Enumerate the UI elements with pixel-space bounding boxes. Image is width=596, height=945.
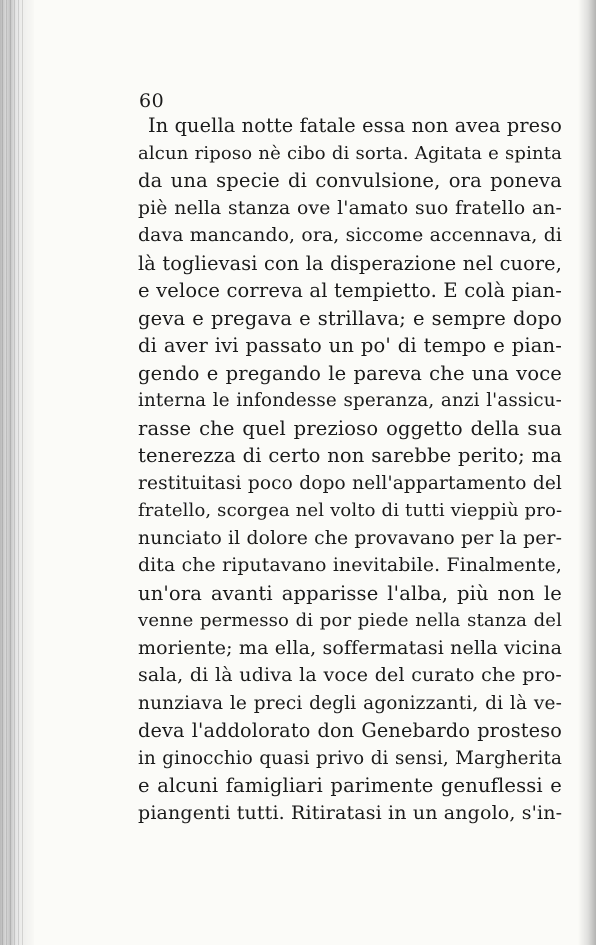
text-line: di aver ivi passato un po' di tempo e pian-: [138, 334, 562, 357]
text-line: venne permesso di por piede nella stanza del: [138, 610, 562, 631]
page-edge-shadow: [578, 0, 596, 945]
text-line: in ginocchio quasi privo di sensi, Margherita: [138, 747, 562, 769]
text-line: gendo e pregando le pareva che una voce: [138, 361, 562, 385]
text-line: da una specie di convulsione, ora poneva: [138, 169, 562, 192]
text-line: alcun riposo nè cibo di sorta. Agitata e spinta: [138, 142, 562, 164]
text-line: nunziava le preci degli agonizzanti, di là ve-: [138, 692, 562, 714]
text-line: moriente; ma ella, soffermatasi nella vicina: [138, 636, 563, 659]
text-line: restituitasi poco dopo nell'appartamento del: [138, 472, 562, 494]
text-line: deva l'addolorato don Genebardo prosteso: [138, 719, 562, 742]
text-line: In quella notte fatale essa non avea preso: [148, 114, 562, 137]
text-line: piangenti tutti. Ritiratasi in un angolo, s'in-: [138, 801, 563, 824]
text-line: geva e pregava e strillava; e sempre dopo: [138, 306, 562, 330]
text-line: nunciato il dolore che provavano per la per-: [138, 527, 563, 549]
text-line: piè nella stanza ove l'amato suo fratello an-: [138, 197, 562, 219]
text-line: fratello, scorgea nel volto di tutti vieppiù pro-: [138, 500, 563, 521]
text-line: interna le infondesse speranza, anzi l'assicu-: [138, 390, 562, 411]
page-number: 60: [139, 90, 165, 112]
text-line: rasse che quel prezioso oggetto della sua: [138, 416, 562, 440]
text-line: e alcuni famigliari parimente genuflessi e: [138, 774, 562, 797]
text-line: tenerezza di certo non sarebbe perito; ma: [138, 444, 562, 467]
text-line: dita che riputavano inevitabile. Finalmente,: [138, 555, 562, 576]
text-line: un'ora avanti apparisse l'alba, più non le: [138, 581, 562, 605]
text-line: là toglievasi con la disperazione nel cuore,: [138, 251, 562, 275]
binding-texture: [2, 0, 24, 945]
text-line: sala, di là udiva la voce del curato che pro-: [138, 664, 562, 686]
text-line: e veloce correva al tempietto. E colà pian-: [138, 279, 562, 302]
text-line: dava mancando, ora, siccome accennava, di: [138, 225, 562, 246]
body-text: [138, 112, 562, 827]
